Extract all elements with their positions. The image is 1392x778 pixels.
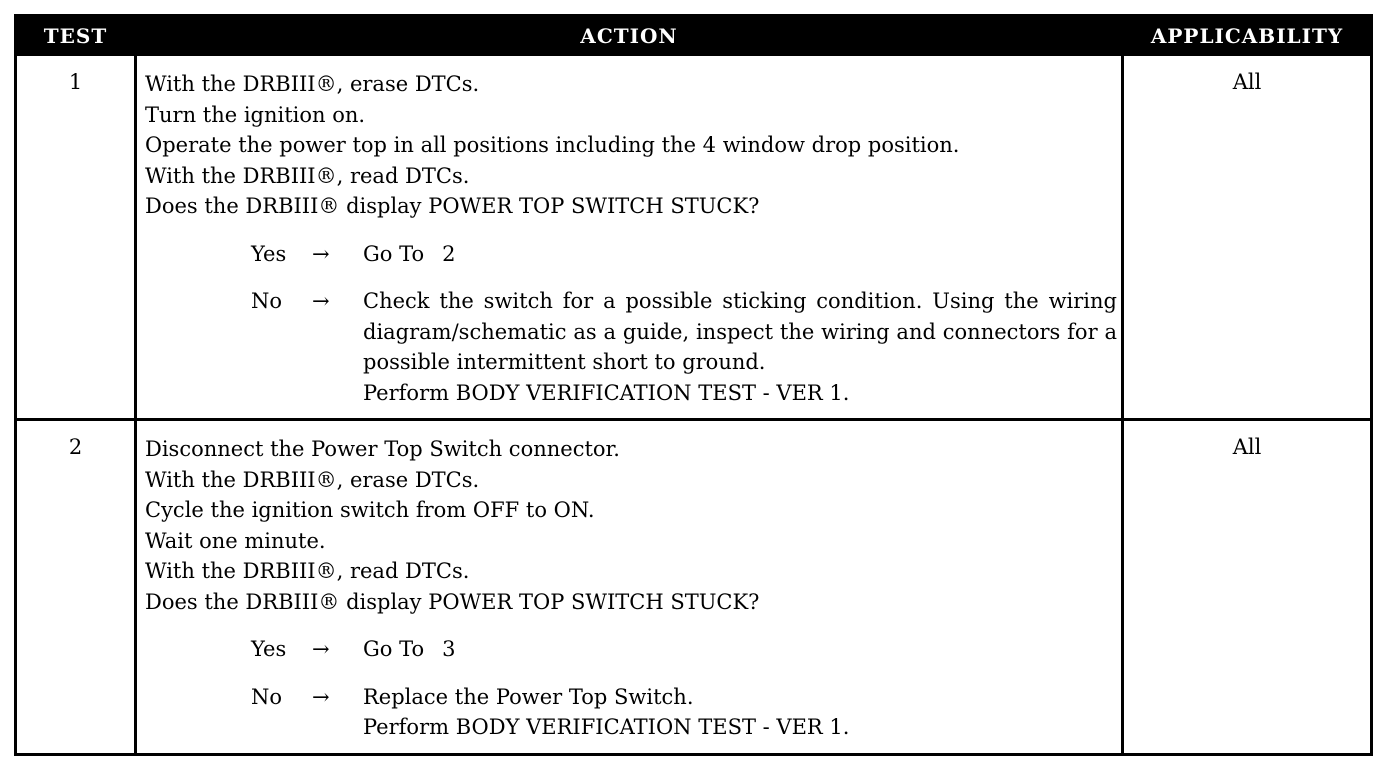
goto-text: Go To [363,637,425,661]
yes-branch [145,634,1117,665]
arrow-icon: → [312,684,330,709]
arrow-icon: → [312,637,330,661]
yes-label: Yes [251,637,287,661]
no-label: No [251,684,283,709]
action-step: Wait one minute. [145,528,326,553]
action-step: Does the DRBIII® display POWER TOP SWITCH STUCK? [145,589,760,614]
action-step: Operate the power top in all positions including the 4 window drop position. [145,133,960,157]
table-row [17,56,1370,418]
arrow-icon: → [312,289,330,313]
goto-test-link[interactable]: 2 [442,241,456,266]
action-step: Disconnect the Power Top Switch connector. [145,437,620,461]
verification-step: Perform BODY VERIFICATION TEST - VER 1. [363,380,850,405]
no-label: No [251,289,283,313]
goto-test-link[interactable]: 3 [442,637,456,661]
goto-text: Go To [363,241,425,266]
action-cell [145,434,1117,743]
action-step: Does the DRBIII® display POWER TOP SWITCH STUCK? [145,194,760,218]
test-number: 2 [68,435,83,459]
no-branch [145,682,1117,743]
arrow-icon: → [312,241,330,266]
header-test: TEST [43,24,108,48]
header-applicability: APPLICABILITY [1150,24,1344,48]
yes-label: Yes [251,241,287,266]
action-step: With the DRBIII®, erase DTCs. [145,72,480,96]
action-step: With the DRBIII®, read DTCs. [145,163,470,188]
header-action: ACTION [580,24,678,48]
applicability-value: All [1232,70,1262,94]
diagnostic-table [14,14,1373,756]
no-action-text: Check the switch for a possible sticking condition. Using the wiring diagram/schematic as a guide, inspect the wiring and connectors for a possible intermittent short to ground. [363,289,1117,374]
applicability-value: All [1232,435,1262,459]
action-step: Turn the ignition on. [145,102,366,127]
table-header [17,17,1370,56]
test-number: 1 [68,70,83,94]
action-step: With the DRBIII®, erase DTCs. [145,467,480,492]
no-action-text: Replace the Power Top Switch. [363,684,694,709]
action-step: Cycle the ignition switch from OFF to ON. [145,498,595,522]
verification-step: Perform BODY VERIFICATION TEST - VER 1. [363,715,850,739]
table-row [17,421,1370,756]
yes-branch [145,239,1117,270]
action-cell [145,69,1117,408]
action-step: With the DRBIII®, read DTCs. [145,559,470,583]
no-branch [145,286,1117,408]
